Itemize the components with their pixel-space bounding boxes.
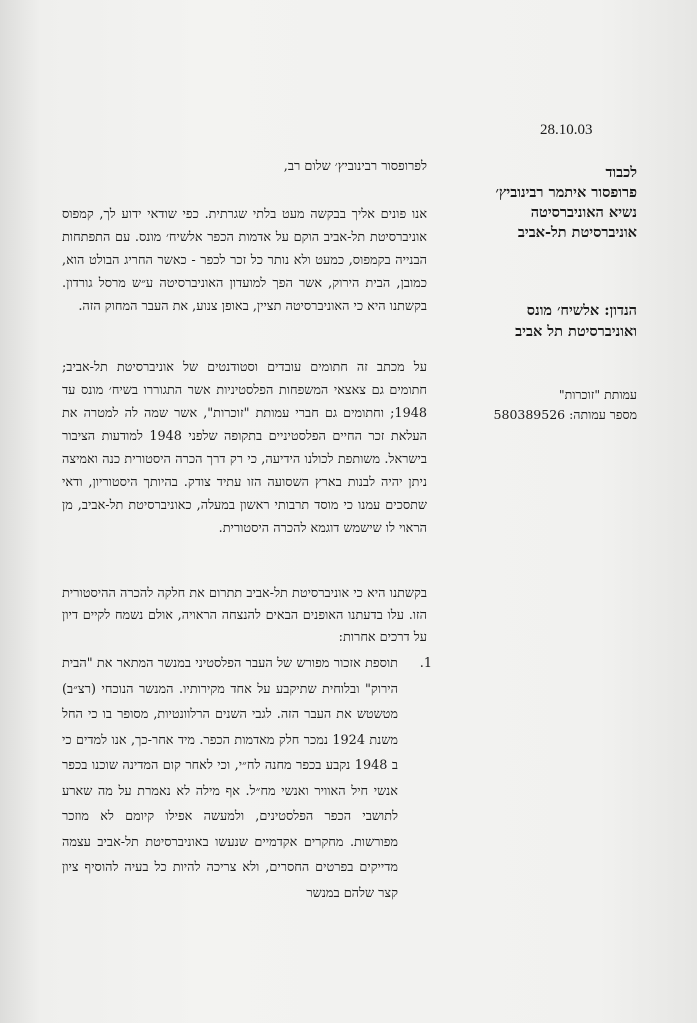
- body-paragraph: [62, 583, 427, 649]
- addressee-line: אוניברסיטת תל-אביב: [517, 224, 637, 241]
- association-number: מספר עמותה: 580389526: [493, 407, 637, 422]
- paragraph-text: אנו פונים אליך בבקשה מעט בלתי שגרתית. כפי שודאי ידוע לך, קמפוס אוניברסיטת תל-אביב הוקם על אדמות הכפר אלשיח׳ מונס. עם התפתחות הבנייה בקמפוס, כמעט ולא נותר כל זכר לכפר - כאשר החריג הבולט הוא, כמובן, הבית הירוק, אשר הפך למועדון האוניברסיטה ע״ש מרסל גורדון. בקשתנו היא כי האוניברסיטה תציין, באופן צנוע, את העבר המחוק הזה.: [62, 207, 427, 314]
- paragraph-text: בקשתנו היא כי אוניברסיטת תל-אביב תתרום את חלקה להכרה ההיסטורית הזו. עלו בדעתנו האופנים הבאים להנצחה הראויה, אולם נשמח לקיים דיון על דרכים אחרות:: [62, 586, 427, 645]
- item-text: תוספת אזכור מפורש של העבר הפלסטיני במנשר המתאר את "הבית הירוק" ובלוחית שתיקבע על אחד מקירותיו. המנשר הנוכחי (רצ״ב) מטשטש את העבר הזה. לגבי השנים הרלוונטיות, מסופר בו כי החל משנת 1924 נמכר חלק מאדמות הכפר. מיד אחר-כך, אנו למדים כי ב 1948 נקבע בכפר מחנה לח״י, וכי לאחר קום המדינה שוכנו בכפר אנשי חיל האוויר ואנשי מח״ל. אף מילה לא נאמרת על מה שארע לתושבי הכפר הפלסטינים, ולמעשה אפילו קיומם לא מוזכר מפורשות. מחקרים אקדמיים שנעשו באוניברסיטת תל-אביב עצמה מדייקים בפרטים החסרים, ולא צריכה להיות כל בעיה להוסיף ציון קצר שלהם במנשר: [62, 656, 398, 901]
- paragraph-text: על מכתב זה חתומים עובדים וסטודנטים של אוניברסיטת תל-אביב; חתומים גם צאצאי המשפחות הפלסטיניות אשר התגוררו בשיח׳ מונס עד 1948; וחתומים גם חברי עמותת "זוכרות", אשר שמה לה למטרה את העלאת זכר החיים הפלסטיניים בתקופה שלפני 1948 למודעות הציבור בישראל. משותפת לכולנו הידיעה, כי רק דרך הכרה היסטורית כנה ואמיצה ניתן יהיה לבנות בארץ השסועה הזו עתיד צודק. בהיותך היסטוריון, ודאי שתסכים עמנו כי מוסד תרבותי ראשון במעלה, כאוניברסיטת תל-אביב, מן הראוי לו שישמש דוגמא להכרה היסטורית.: [62, 360, 427, 536]
- letter-date: 28.10.03: [540, 122, 593, 138]
- body-paragraph: [62, 356, 427, 540]
- subject-block: [397, 300, 637, 342]
- body-paragraph: [62, 203, 427, 318]
- numbered-item: [62, 651, 432, 906]
- addressee-line: נשיא האוניברסיטה: [530, 204, 637, 221]
- association-block: [397, 385, 637, 425]
- subject-line: הנדון: אלשיח׳ מונס: [526, 302, 637, 319]
- association-name: עמותת "זוכרות": [558, 387, 637, 402]
- addressee-line: לכבוד: [605, 164, 637, 181]
- subject-line: ואוניברסיטת תל אביב: [515, 323, 637, 340]
- addressee-block: [397, 163, 637, 243]
- item-number: 1.: [419, 656, 432, 671]
- greeting: לפרופסור רבינוביץ׳ שלום רב,: [283, 159, 427, 174]
- addressee-line: פרופסור איתמר רבינוביץ׳: [495, 184, 637, 201]
